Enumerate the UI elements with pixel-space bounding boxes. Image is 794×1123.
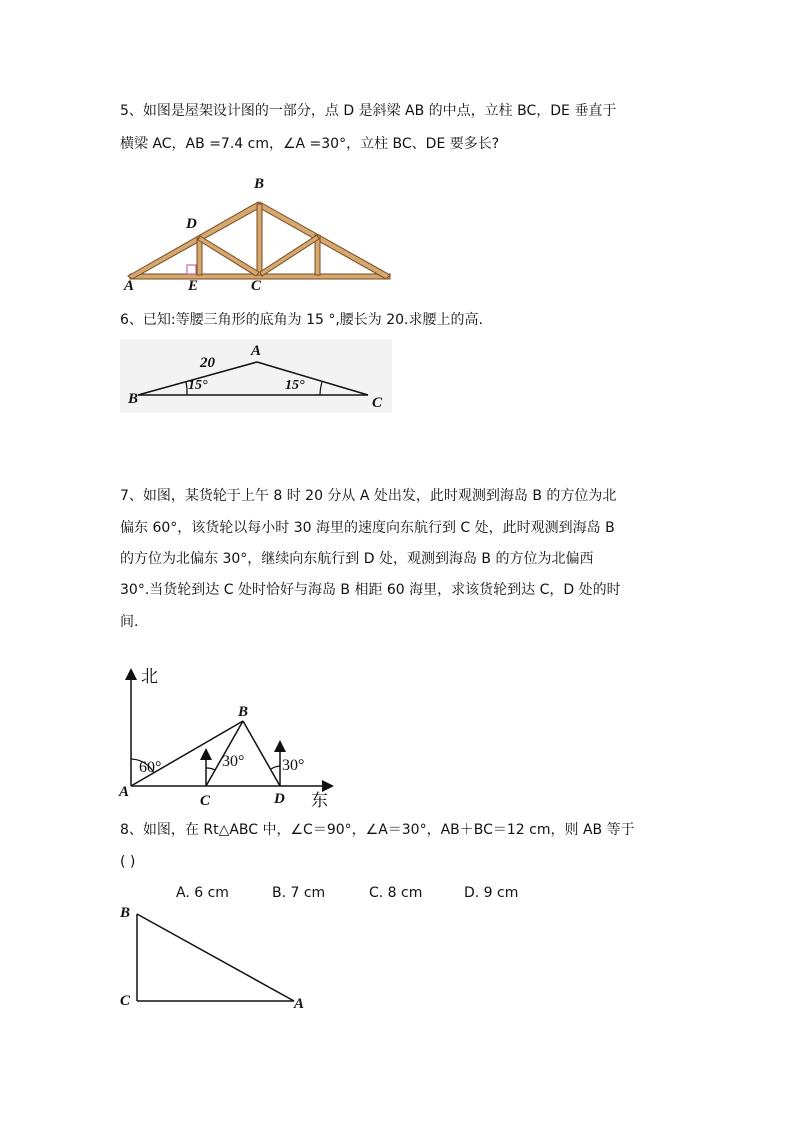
label-c: C (120, 993, 131, 1009)
option-a: A. 6 cm (176, 885, 229, 901)
option-c: C. 8 cm (369, 885, 423, 901)
label-a: A (119, 784, 130, 800)
label-b: B (254, 176, 265, 192)
label-c: C (372, 395, 383, 411)
navigation-bearing-drawing (114, 666, 344, 812)
label-c: C (251, 278, 262, 294)
label-d: D (186, 216, 197, 232)
q6-text-line1: 6、已知:等腰三角形的底角为 15 °,腰长为 20.求腰上的高. (120, 312, 483, 328)
isosceles-triangle-figure (120, 339, 392, 413)
label-b: B (120, 905, 131, 921)
right-triangle-figure (116, 902, 316, 1014)
label-d: D (274, 791, 285, 807)
q7-text-line1: 7、如图，某货轮于上午 8 时 20 分从 A 处出发，此时观测到海岛 B 的方位为北 (120, 488, 617, 504)
label-c: C (200, 793, 211, 809)
base-angle-b-label: 15° (188, 378, 208, 393)
label-a: A (294, 996, 305, 1012)
angle-c-label: 30° (222, 753, 245, 770)
q7-text-line4: 30°.当货轮到达 C 处时恰好与海岛 B 相距 60 海里，求该货轮到达 C，D 处的时 (120, 582, 621, 598)
north-label: 北 (141, 667, 158, 687)
option-b: B. 7 cm (272, 885, 326, 901)
navigation-bearing-figure (114, 666, 344, 812)
base-angle-c-label: 15° (285, 378, 305, 393)
angle-d-label: 30° (282, 757, 305, 774)
side-length-label: 20 (200, 355, 215, 371)
east-label: 东 (311, 791, 328, 811)
label-e: E (188, 278, 199, 294)
right-triangle-drawing (116, 902, 316, 1014)
q5-text-line1: 5、如图是屋架设计图的一部分，点 D 是斜梁 AB 的中点，立柱 BC，DE 垂直于 (120, 103, 617, 119)
right-angle-mark (187, 265, 196, 274)
q7-text-line5: 间. (120, 614, 139, 630)
label-a: A (124, 278, 135, 294)
angle-a-label: 60° (139, 759, 162, 776)
label-b: B (238, 704, 249, 720)
label-a: A (251, 343, 262, 359)
q8-text-line2: ( ) (120, 854, 136, 870)
q5-text-line2: 横梁 AC，AB =7.4 cm，∠A =30°，立柱 BC、DE 要多长? (120, 136, 500, 152)
option-d: D. 9 cm (464, 885, 519, 901)
q7-text-line2: 偏东 60°，该货轮以每小时 30 海里的速度向东航行到 C 处，此时观测到海岛 B (120, 520, 615, 536)
roof-truss-figure (124, 172, 396, 298)
q8-text-line1: 8、如图，在 Rt△ABC 中，∠C＝90°，∠A＝30°，AB＋BC＝12 cm，则 AB 等于 (120, 822, 635, 838)
q7-text-line3: 的方位为北偏东 30°，继续向东航行到 D 处，观测到海岛 B 的方位为北偏西 (120, 551, 594, 567)
label-b: B (128, 391, 139, 407)
